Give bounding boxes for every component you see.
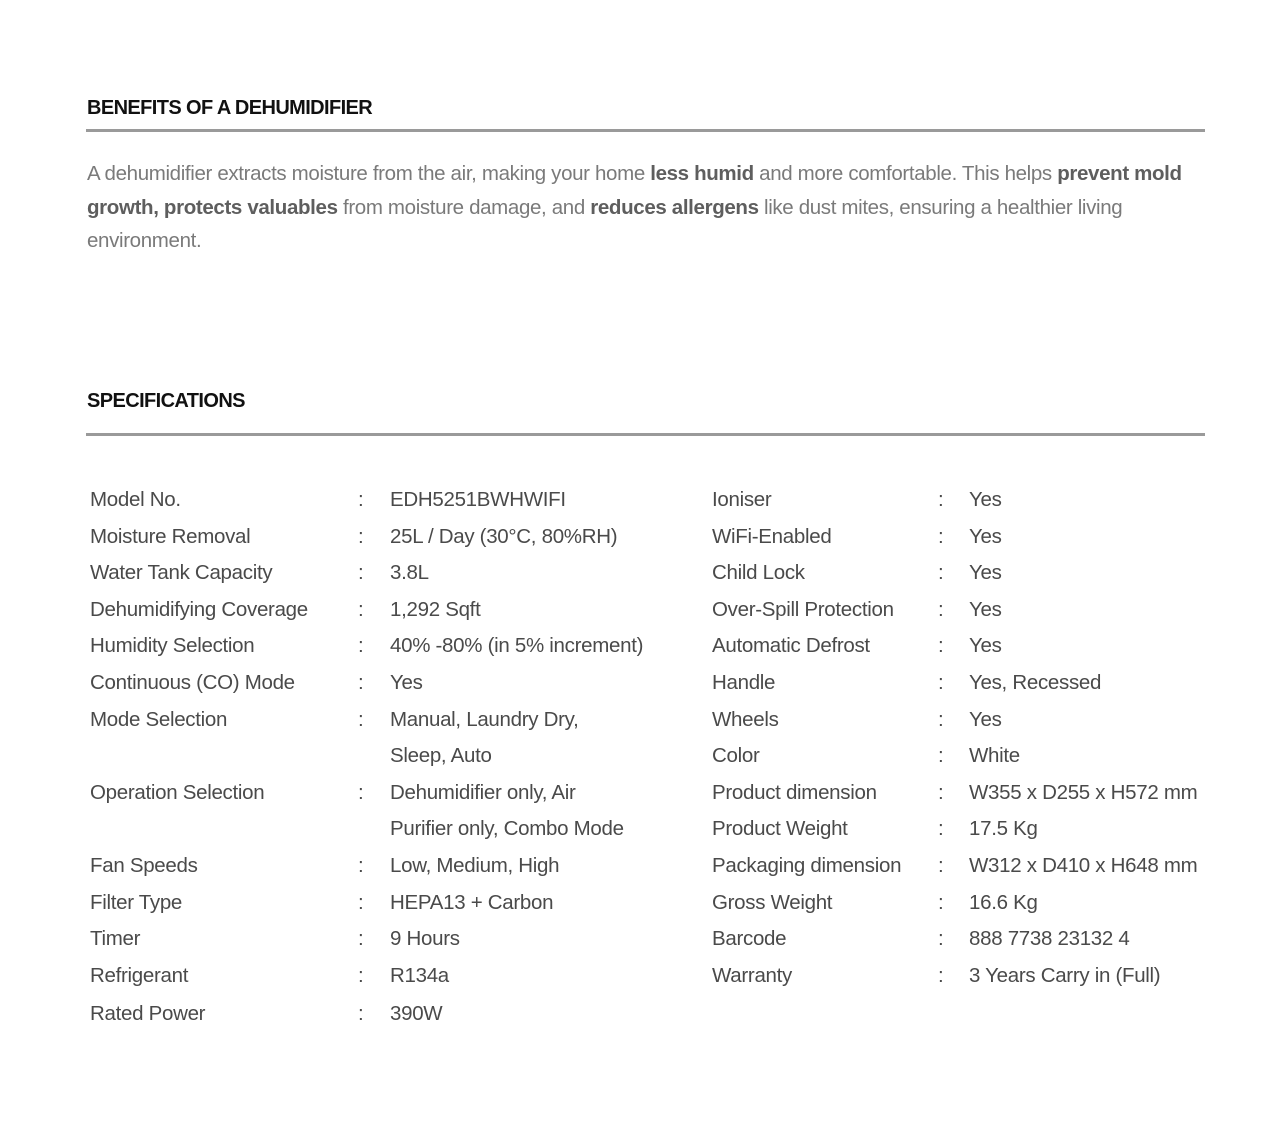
spec-row bbox=[712, 848, 1219, 885]
spec-value: Dehumidifier only, Air bbox=[390, 780, 576, 804]
spec-label: Water Tank Capacity bbox=[90, 561, 273, 585]
spec-value: Low, Medium, High bbox=[390, 853, 560, 877]
spec-separator: : bbox=[358, 670, 364, 694]
spec-row bbox=[712, 482, 1219, 519]
spec-row bbox=[712, 885, 1219, 922]
spec-separator: : bbox=[358, 1002, 364, 1026]
spec-label: Color bbox=[712, 744, 760, 768]
body-text: like dust mites, ensuring a healthier living environment. bbox=[87, 195, 1123, 252]
spec-label: Dehumidifying Coverage bbox=[90, 597, 308, 621]
spec-row bbox=[90, 996, 690, 1033]
spec-label: Wheels bbox=[712, 707, 779, 731]
spec-separator: : bbox=[358, 780, 364, 804]
spec-row bbox=[90, 921, 690, 958]
spec-column-left bbox=[90, 482, 690, 1033]
spec-value: Sleep, Auto bbox=[390, 744, 492, 768]
body-text: from moisture damage, and bbox=[337, 195, 591, 219]
spec-value: 9 Hours bbox=[390, 927, 460, 951]
spec-row bbox=[90, 702, 690, 739]
spec-label: Product Weight bbox=[712, 817, 848, 841]
spec-row bbox=[90, 519, 690, 556]
spec-value: HEPA13 + Carbon bbox=[390, 890, 554, 914]
spec-label: Rated Power bbox=[90, 1002, 206, 1026]
spec-value: 16.6 Kg bbox=[969, 890, 1038, 914]
spec-row bbox=[90, 482, 690, 519]
spec-label-spacer bbox=[90, 811, 358, 848]
emphasis-text: reduces allergens bbox=[590, 195, 759, 219]
spec-label: Filter Type bbox=[90, 890, 183, 914]
spec-row bbox=[90, 811, 690, 848]
spec-separator: : bbox=[938, 561, 944, 585]
emphasis-text: less humid bbox=[650, 162, 754, 185]
spec-separator: : bbox=[938, 707, 944, 731]
spec-label: Continuous (CO) Mode bbox=[90, 670, 295, 694]
spec-label-spacer bbox=[90, 738, 358, 775]
spec-label: Packaging dimension bbox=[712, 853, 902, 877]
spec-separator-spacer bbox=[358, 811, 390, 848]
spec-row bbox=[90, 885, 690, 922]
spec-value: 40% -80% (in 5% increment) bbox=[390, 634, 644, 658]
spec-row bbox=[90, 848, 690, 885]
spec-label: Gross Weight bbox=[712, 890, 833, 914]
spec-value: EDH5251BWHWIFI bbox=[390, 488, 566, 511]
body-text: and more comfortable. This helps bbox=[753, 162, 1058, 185]
spec-row bbox=[712, 665, 1219, 702]
spec-label: Child Lock bbox=[712, 561, 805, 585]
spec-separator: : bbox=[938, 744, 944, 768]
spec-label: Model No. bbox=[90, 488, 181, 511]
spec-label: WiFi-Enabled bbox=[712, 524, 832, 548]
body-text: A dehumidifier extracts moisture from the air, making your home bbox=[87, 162, 651, 185]
spec-value: 1,292 Sqft bbox=[390, 597, 481, 621]
spec-column-right bbox=[712, 482, 1219, 994]
spec-label: Warranty bbox=[712, 963, 792, 987]
spec-value: R134a bbox=[390, 963, 449, 987]
spec-row bbox=[712, 775, 1219, 812]
spec-separator: : bbox=[938, 634, 944, 658]
spec-separator: : bbox=[938, 670, 944, 694]
spec-value: W355 x D255 x H572 mm bbox=[969, 780, 1198, 804]
spec-label: Automatic Defrost bbox=[712, 634, 870, 658]
spec-value: Yes bbox=[969, 707, 1002, 731]
spec-separator: : bbox=[938, 853, 944, 877]
spec-value: 17.5 Kg bbox=[969, 817, 1038, 841]
spec-separator: : bbox=[938, 524, 944, 548]
benefits-paragraph bbox=[87, 157, 1197, 258]
spec-separator: : bbox=[938, 817, 944, 841]
spec-separator: : bbox=[358, 597, 364, 621]
spec-separator: : bbox=[358, 634, 364, 658]
spec-label: Handle bbox=[712, 670, 776, 694]
spec-row bbox=[90, 555, 690, 592]
spec-label: Fan Speeds bbox=[90, 853, 198, 877]
benefits-heading: BENEFITS OF A DEHUMIDIFIER bbox=[87, 97, 373, 119]
spec-separator: : bbox=[938, 890, 944, 914]
specifications-divider bbox=[86, 433, 1205, 436]
spec-separator: : bbox=[358, 488, 364, 511]
spec-value: Yes bbox=[969, 597, 1002, 621]
spec-value: 3 Years Carry in (Full) bbox=[969, 963, 1161, 987]
spec-separator: : bbox=[938, 963, 944, 987]
spec-label: Barcode bbox=[712, 927, 787, 951]
spec-separator: : bbox=[358, 927, 364, 951]
spec-row bbox=[712, 555, 1219, 592]
spec-separator: : bbox=[358, 890, 364, 914]
spec-value: Yes, Recessed bbox=[969, 670, 1102, 694]
spec-label: Humidity Selection bbox=[90, 634, 255, 658]
spec-label: Refrigerant bbox=[90, 963, 189, 987]
spec-row bbox=[712, 921, 1219, 958]
spec-label: Timer bbox=[90, 927, 141, 951]
spec-row bbox=[712, 628, 1219, 665]
spec-separator: : bbox=[938, 488, 944, 511]
spec-separator: : bbox=[358, 707, 364, 731]
spec-row bbox=[712, 958, 1219, 995]
spec-row bbox=[712, 738, 1219, 775]
spec-row bbox=[90, 628, 690, 665]
spec-value: Yes bbox=[969, 561, 1002, 585]
spec-separator: : bbox=[938, 597, 944, 621]
spec-separator: : bbox=[938, 780, 944, 804]
spec-value: Purifier only, Combo Mode bbox=[390, 817, 624, 841]
benefits-divider bbox=[86, 129, 1205, 132]
spec-value: 888 7738 23132 4 bbox=[969, 927, 1130, 951]
spec-separator: : bbox=[358, 853, 364, 877]
spec-separator: : bbox=[938, 927, 944, 951]
spec-row bbox=[90, 958, 690, 995]
spec-row bbox=[712, 519, 1219, 556]
spec-value: W312 x D410 x H648 mm bbox=[969, 853, 1198, 877]
spec-label: Product dimension bbox=[712, 780, 877, 804]
spec-value: Yes bbox=[969, 524, 1002, 548]
spec-separator-spacer bbox=[358, 738, 390, 775]
spec-row bbox=[712, 592, 1219, 629]
spec-separator: : bbox=[358, 963, 364, 987]
spec-row bbox=[90, 738, 690, 775]
spec-separator: : bbox=[358, 561, 364, 585]
spec-value: Yes bbox=[969, 634, 1002, 658]
spec-label: Mode Selection bbox=[90, 707, 228, 731]
spec-value: Yes bbox=[969, 488, 1002, 511]
spec-row bbox=[712, 702, 1219, 739]
spec-label: Moisture Removal bbox=[90, 524, 251, 548]
specifications-heading: SPECIFICATIONS bbox=[87, 390, 245, 412]
spec-label: Operation Selection bbox=[90, 780, 265, 804]
emphasis-text: prevent mold growth, protects valuables bbox=[87, 162, 1182, 219]
spec-row bbox=[90, 775, 690, 812]
spec-value: Manual, Laundry Dry, bbox=[390, 707, 579, 731]
spec-row bbox=[90, 665, 690, 702]
spec-value: 390W bbox=[390, 1002, 443, 1026]
spec-value: Yes bbox=[390, 670, 423, 694]
spec-label: Over-Spill Protection bbox=[712, 597, 894, 621]
spec-value: 25L / Day (30°C, 80%RH) bbox=[390, 524, 618, 548]
spec-separator: : bbox=[358, 524, 364, 548]
spec-label: Ioniser bbox=[712, 488, 772, 511]
spec-value: 3.8L bbox=[390, 561, 429, 585]
spec-row bbox=[90, 592, 690, 629]
spec-row bbox=[712, 811, 1219, 848]
spec-value: White bbox=[969, 744, 1020, 768]
